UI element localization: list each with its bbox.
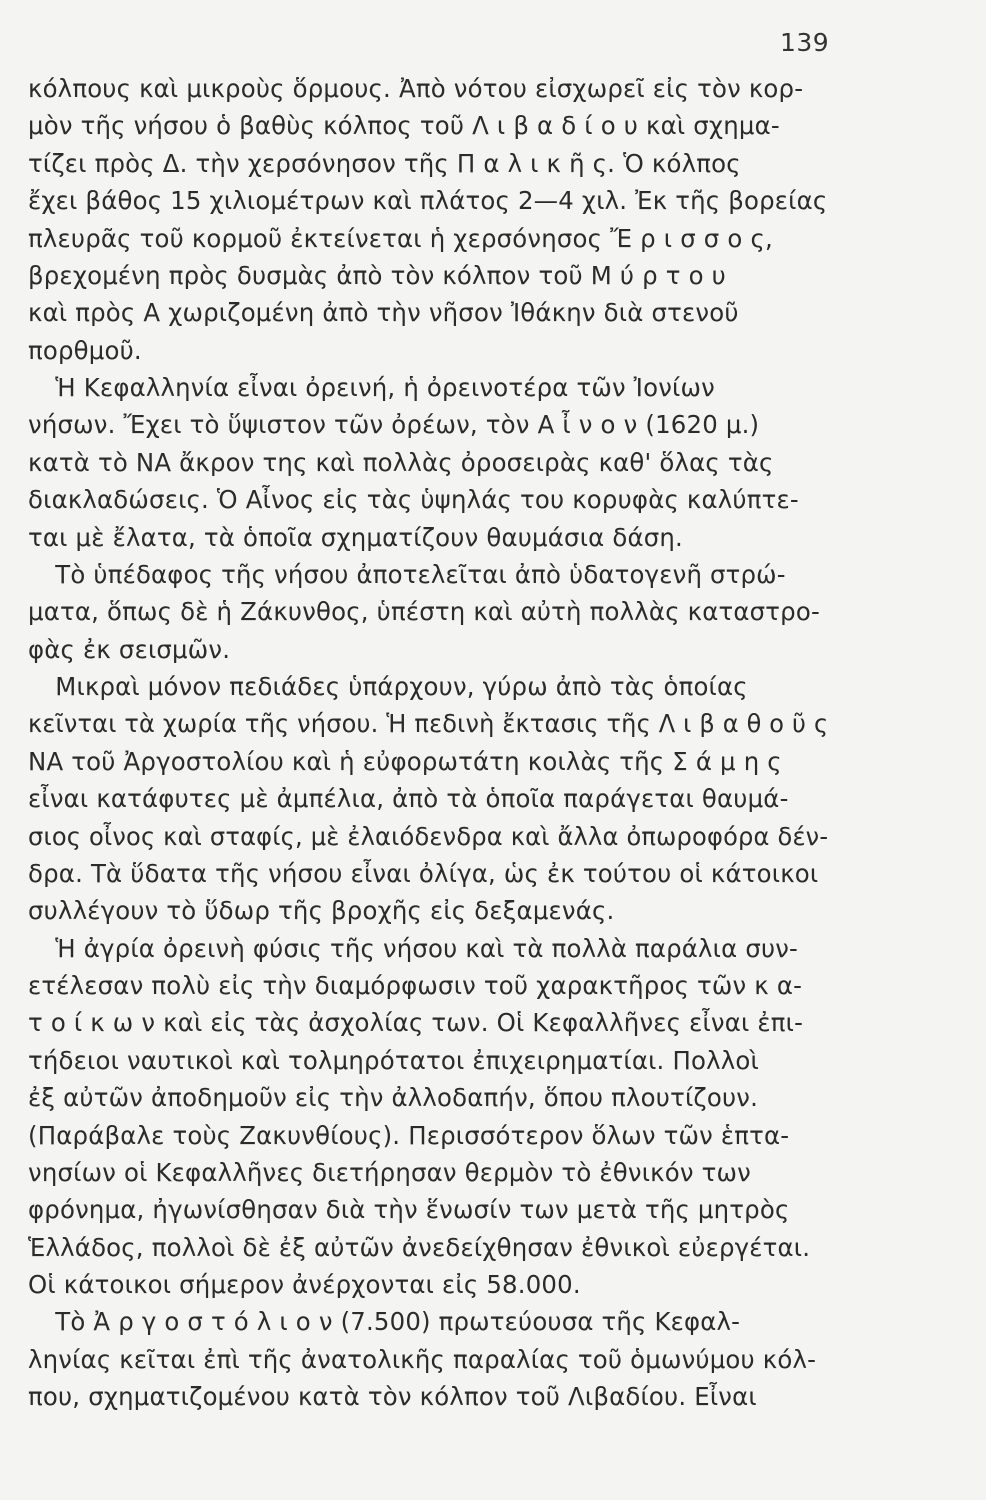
text-line: Ἡ ἀγρία ὀρεινὴ φύσις τῆς νήσου καὶ τὰ πολλὰ παράλια συν-	[55, 933, 799, 963]
text-line: που, σχηματιζομένου κατὰ τὸν κόλπον τοῦ Λιβαδίου. Εἶναι	[28, 1382, 757, 1412]
text-line: νησίων οἱ Κεφαλλῆνες διετήρησαν θερμὸν τὸ ἐθνικόν των	[28, 1157, 751, 1187]
text-line: φὰς ἐκ σεισμῶν.	[28, 634, 231, 664]
text-line: ἔχει βάθος 15 χιλιομέτρων καὶ πλάτος 2—4 χιλ. Ἐκ τῆς βορείας	[28, 186, 828, 216]
text-line: τήδειοι ναυτικοὶ καὶ τολμηρότατοι ἐπιχειρηματίαι. Πολλοὶ	[28, 1045, 759, 1075]
text-line: ληνίας κεῖται ἐπὶ τῆς ἀνατολικῆς παραλίας τοῦ ὁμωνύμου κόλ-	[28, 1344, 817, 1374]
text-line: κεῖνται τὰ χωρία τῆς νήσου. Ἡ πεδινὴ ἔκτασις τῆς Λ ι β α θ ο ῦ ς	[28, 709, 829, 739]
text-line: Οἱ κάτοικοι σήμερον ἀνέρχονται εἰς 58.000.	[28, 1270, 581, 1299]
text-line: Ἑλλάδος, πολλοὶ δὲ ἐξ αὐτῶν ἀνεδείχθησαν ἐθνικοὶ εὐεργέται.	[28, 1232, 811, 1262]
text-line: βρεχομένη πρὸς δυσμὰς ἀπὸ τὸν κόλπον τοῦ Μ ύ ρ τ ο υ	[28, 260, 726, 290]
text-line: Τὸ ὑπέδαφος τῆς νήσου ἀποτελεῖται ἀπὸ ὑδατογενῆ στρώ-	[55, 559, 786, 589]
text-line: πλευρᾶς τοῦ κορμοῦ ἐκτείνεται ἡ χερσόνησος Ἔ ρ ι σ σ ο ς,	[28, 223, 773, 253]
text-line: νήσων. Ἔχει τὸ ὕψιστον τῶν ὀρέων, τὸν Α ἶ ν ο ν (1620 μ.)	[28, 410, 760, 440]
page-text-body	[28, 70, 848, 1416]
text-line: κατὰ τὸ ΝΑ ἄκρον της καὶ πολλὰς ὀροσειρὰς καθ' ὅλας τὰς	[28, 447, 774, 477]
text-line: συλλέγουν τὸ ὕδωρ τῆς βροχῆς εἰς δεξαμενάς.	[28, 896, 615, 926]
text-line: εἶναι κατάφυτες μὲ ἀμπέλια, ἀπὸ τὰ ὁποῖα παράγεται θαυμά-	[28, 784, 789, 814]
text-line: ται μὲ ἔλατα, τὰ ὁποῖα σχηματίζουν θαυμάσια δάση.	[28, 522, 684, 552]
text-line: ΝΑ τοῦ Ἀργοστολίου καὶ ἡ εὐφορωτάτη κοιλὰς τῆς Σ ά μ η ς	[28, 746, 782, 776]
text-line: σιος οἶνος καὶ σταφίς, μὲ ἐλαιόδενδρα καὶ ἄλλα ὀπωροφόρα δέν-	[28, 821, 829, 851]
text-line: διακλαδώσεις. Ὁ Αἶνος εἰς τὰς ὑψηλάς του κορυφὰς καλύπτε-	[28, 485, 799, 515]
text-line: καὶ πρὸς Α χωριζομένη ἀπὸ τὴν νῆσον Ἰθάκην διὰ στενοῦ	[28, 298, 739, 328]
text-line: τ ο ί κ ω ν καὶ εἰς τὰς ἀσχολίας των. Οἱ Κεφαλλῆνες εἶναι ἐπι-	[28, 1008, 804, 1038]
text-line: Ἡ Κεφαλληνία εἶναι ὀρεινή, ἡ ὀρεινοτέρα τῶν Ἰονίων	[55, 373, 715, 402]
text-line: Μικραὶ μόνον πεδιάδες ὑπάρχουν, γύρω ἀπὸ τὰς ὁποίας	[55, 672, 748, 701]
text-line: φρόνημα, ἠγωνίσθησαν διὰ τὴν ἕνωσίν των μετὰ τῆς μητρὸς	[28, 1195, 790, 1225]
text-line: δρα. Τὰ ὕδατα τῆς νήσου εἶναι ὀλίγα, ὡς ἐκ τούτου οἱ κάτοικοι	[28, 858, 819, 888]
text-line: ματα, ὅπως δὲ ἡ Ζάκυνθος, ὑπέστη καὶ αὐτὴ πολλὰς καταστρο-	[28, 597, 820, 627]
text-line: κόλπους καὶ μικροὺς ὅρμους. Ἀπὸ νότου εἰσχωρεῖ εἰς τὸν κορ-	[28, 74, 804, 103]
text-line: (Παράβαλε τοὺς Ζακυνθίους). Περισσότερον ὅλων τῶν ἑπτα-	[28, 1120, 790, 1150]
text-line: τίζει πρὸς Δ. τὴν χερσόνησον τῆς Π α λ ι κ ῆ ς. Ὁ κόλπος	[28, 148, 741, 178]
text-line: πορθμοῦ.	[28, 335, 142, 365]
text-line: ἐξ αὐτῶν ἀποδημοῦν εἰς τὴν ἀλλοδαπήν, ὅπου πλουτίζουν.	[28, 1083, 759, 1113]
page-number: 139	[780, 28, 830, 57]
text-line: ετέλεσαν πολὺ εἰς τὴν διαμόρφωσιν τοῦ χαρακτῆρος τῶν κ α-	[28, 971, 803, 1000]
text-line: Τὸ Ἀ ρ γ ο σ τ ό λ ι ο ν (7.500) πρωτεύουσα τῆς Κεφαλ-	[55, 1307, 741, 1337]
text-line: μὸν τῆς νήσου ὁ βαθὺς κόλπος τοῦ Λ ι β α δ ί ο υ καὶ σχημα-	[28, 111, 780, 141]
